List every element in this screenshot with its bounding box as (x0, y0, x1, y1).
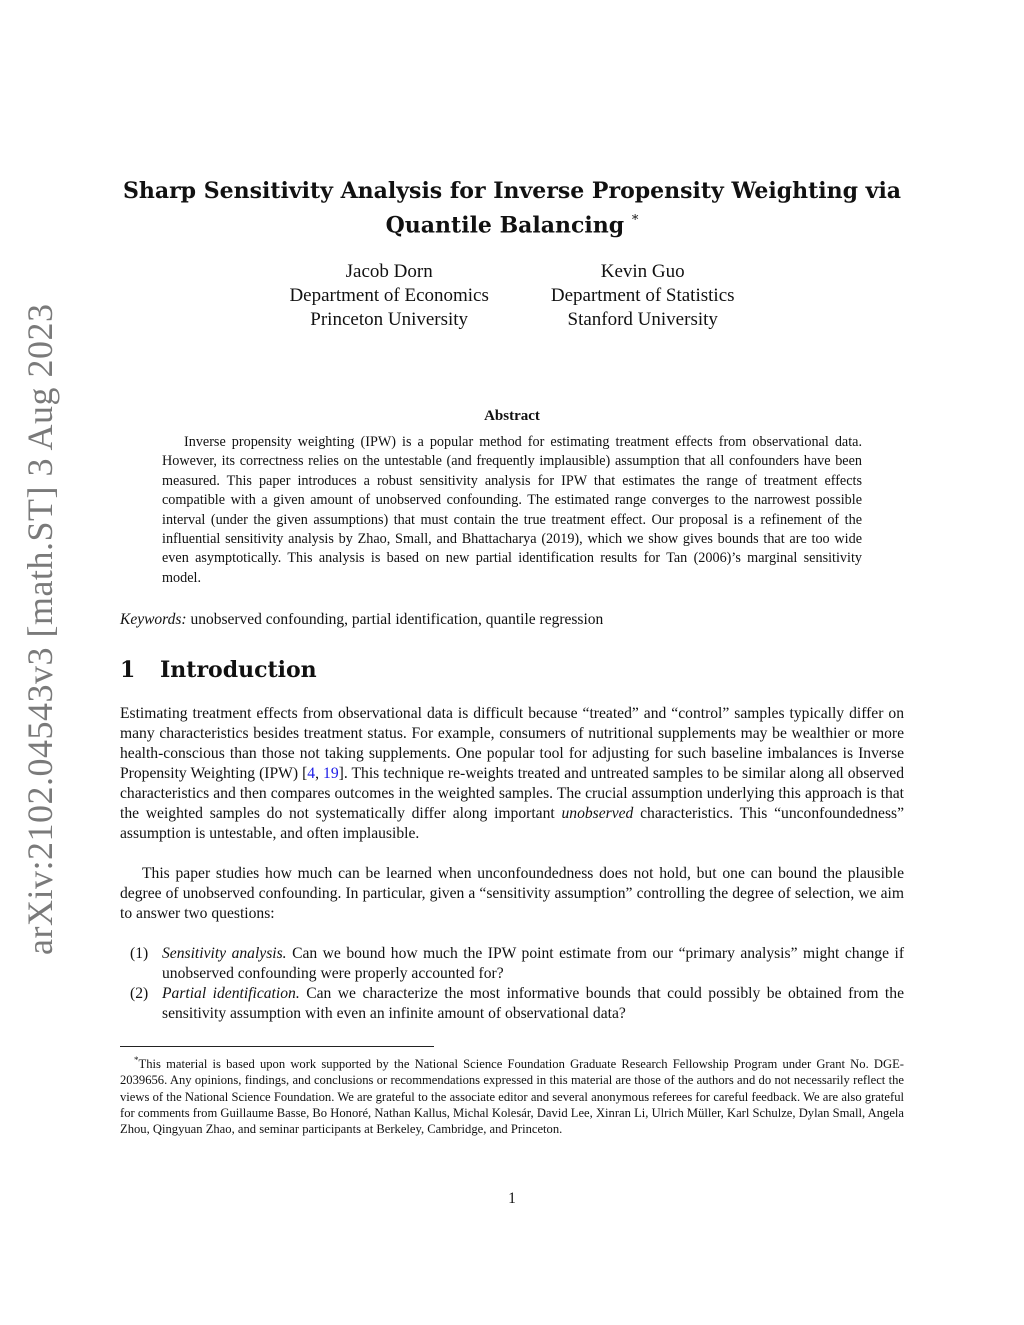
title-line-1: Sharp Sensitivity Analysis for Inverse Propensity Weighting via (122, 178, 902, 204)
section-heading (120, 657, 904, 683)
citation-link[interactable]: 19 (323, 765, 339, 782)
author-block (120, 260, 904, 332)
author-2 (551, 260, 735, 332)
p1-emphasis: unobserved (561, 805, 634, 822)
section-title: Introduction (160, 657, 317, 683)
footnote (120, 1052, 904, 1137)
footnote-text: This material is based upon work supported by the National Science Foundation Graduate Research Fellowship Program under Grant No. DGE-2039656. Any opinions, findings, and conclusions or recommendations expressed in this material are those of the authors and do not necessarily reflect the views of the National Science Foundation. We are grateful to the associate editor and several anonymous referees for careful feedback. We are also grateful for comments from Guillaume Basse, Bo Honoré, Nathan Kallus, Michal Kolesár, David Lee, Xinran Li, Ulrich Müller, Karl Schulze, Dylan Small, Angela Zhou, Qingyuan Zhao, and seminar participants at Berkeley, Cambridge, and Princeton. (120, 1057, 904, 1136)
p1-text-b: ]. This technique re-weights treated and untreated samples to be similar along all observed characteristics and then compares outcomes in the weighted samples. The crucial assumption underlying this approach is that the weighted samples do not systematically differ along important (120, 765, 905, 822)
arxiv-identifier: arXiv:2102.04543v3 [math.ST] 3 Aug 2023 (20, 303, 60, 955)
abstract-heading: Abstract (484, 408, 540, 424)
question-list (120, 944, 904, 1024)
title-line-2 (120, 206, 904, 240)
footnote-divider (120, 1046, 434, 1047)
author-name: Kevin Guo (600, 261, 685, 282)
abstract-text: Inverse propensity weighting (IPW) is a popular method for estimating treatment effects from observational data. However, its correctness relies on the untestable (and frequently implausible) assumption that all confounders have been measured. This paper introduces a robust sensitivity analysis for IPW that estimates the range of treatment effects compatible with a given amount of unobserved confounding. The estimated range converges to the narrowest possible interval (under the given assumptions) that must contain the true treatment effect. Our proposal is a refinement of the influential sensitivity analysis by Zhao, Small, and Bhattacharya (2019), which we show gives bounds that are too wide even asymptotically. This analysis is based on new partial identification results for Tan (2006)’s marginal sensitivity model. (162, 434, 862, 586)
list-item-label: Sensitivity analysis. (162, 945, 287, 962)
p1-text-c: characteristics. This “unconfoundedness” assumption is untestable, and often implausible. (120, 805, 904, 842)
title-footnote-mark[interactable]: * (631, 213, 639, 228)
intro-paragraph-2: This paper studies how much can be learned when unconfoundedness does not hold, but one can bound the plausible degree of unobserved confounding. In particular, given a “sensitivity assumption” controlling the degree of selection, we aim to answer two questions: (120, 865, 904, 922)
list-item (120, 944, 904, 984)
list-item (120, 984, 904, 1024)
list-item-text (162, 944, 904, 984)
list-item-label: Partial identification. (162, 985, 300, 1002)
author-institution: Princeton University (310, 309, 469, 330)
author-name: Jacob Dorn (345, 261, 433, 282)
list-item-body: Can we characterize the most informative bounds that could possibly be obtained from the sensitivity assumption with even an infinite amount of observational data? (162, 985, 904, 1022)
list-item-text (162, 984, 904, 1024)
page-number: 1 (508, 1190, 516, 1207)
author-department: Department of Statistics (550, 285, 735, 306)
keywords (120, 610, 904, 630)
keywords-text: unobserved confounding, partial identification, quantile regression (190, 611, 604, 628)
keywords-label: Keywords: (120, 611, 187, 628)
intro-paragraph-1 (120, 704, 904, 844)
citation-link[interactable]: 4 (307, 765, 316, 782)
author-department: Department of Economics (289, 285, 489, 306)
paper-title (120, 176, 904, 240)
author-institution: Stanford University (567, 309, 718, 330)
list-item-body: Can we bound how much the IPW point estimate from our “primary analysis” might change if unobserved confounding were properly accounted for? (162, 945, 905, 982)
title-line-2-text: Quantile Balancing (385, 212, 625, 239)
list-item-number: (1) (130, 945, 149, 962)
list-item-number: (2) (130, 985, 149, 1002)
footnote-mark: * (134, 1055, 139, 1065)
section-number: 1 (120, 657, 136, 683)
citation-separator: , (315, 765, 324, 782)
author-1 (289, 260, 488, 332)
p1-text-a: Estimating treatment effects from observational data is difficult because “treated” and “control” samples typically differ on many characteristics besides treatment status. For example, consumers of nutritional supplements may be wealthier or more health-conscious than those not taking supplements. One popular tool for adjusting for such baseline imbalances is Inverse Propensity Weighting (IPW) [ (120, 705, 904, 782)
